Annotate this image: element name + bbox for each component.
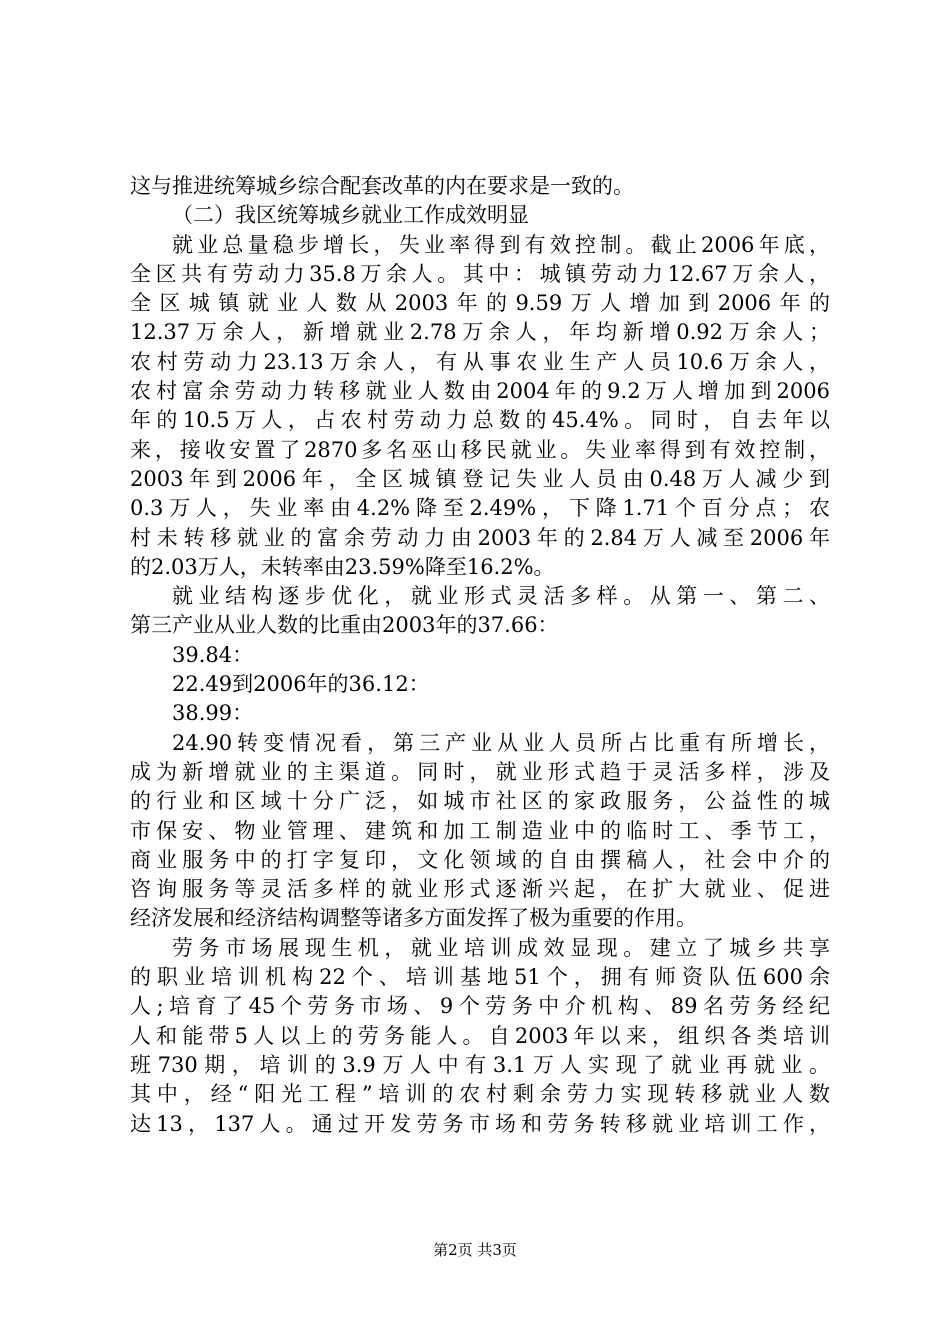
page-footer: 第2页 共3页 [433,1241,517,1259]
text-line: 班730期，培训的3.9万人中有3.1万人实现了就业再就业。 [130,1052,830,1077]
text-line: 商业服务中的打字复印，文化领域的自由撰稿人，社会中介的 [130,847,830,872]
text-line: 0.3万人，失业率由4.2%降至2.49%，下降1.71个百分点；农 [130,496,830,521]
text-line: 这与推进统筹城乡综合配套改革的内在要求是一致的。 [130,174,634,198]
text-line: 其中，经“阳光工程”培训的农村剩余劳力实现转移就业人数 [130,1082,830,1107]
section-heading: （二）我区统筹城乡就业工作成效明显 [172,203,529,228]
text-line: 咨询服务等灵活多样的就业形式逐渐兴起，在扩大就业、促进 [130,877,830,902]
text-line: 年的10.5万人，占农村劳动力总数的45.4%。同时，自去年以 [130,408,830,433]
text-line: 的2.03万人，未转率由23.59%降至16.2%。 [130,554,555,579]
text-line: 39.84： [172,642,254,667]
text-line: 的职业培训机构22个、培训基地51个，拥有师资队伍600余 [130,965,830,990]
body-text [130,172,830,1139]
text-line: 全区城镇就业人数从2003年的9.59万人增加到2006年的 [130,291,830,316]
text-line: 农村劳动力23.13万余人，有从事农业生产人员10.6万余人， [130,349,830,374]
text-line: 经济发展和经济结构调整等诸多方面发挥了极为重要的作用。 [130,906,697,931]
text-line: 市保安、物业管理、建筑和加工制造业中的临时工、季节工， [130,818,830,843]
text-line: 就业总量稳步增长，失业率得到有效控制。截止2006年底， [172,232,830,257]
text-line: 农村富余劳动力转移就业人数由2004年的9.2万人增加到2006 [130,379,830,404]
text-line: 来，接收安置了2870多名巫山移民就业。失业率得到有效控制， [130,437,830,462]
text-line: 24.90转变情况看，第三产业从业人员所占比重有所增长， [172,730,830,755]
text-line: 22.49到2006年的36.12： [172,672,430,697]
text-line: 达13，137人。通过开发劳务市场和劳务转移就业培训工作， [130,1111,830,1136]
text-line: 人;培育了45个劳务市场、9个劳务中介机构、89名劳务经纪 [130,994,830,1019]
text-line: 全区共有劳动力35.8万余人。其中：城镇劳动力12.67万余人， [130,261,830,286]
text-line: 12.37万余人，新增就业2.78万余人，年均新增0.92万余人； [130,320,830,345]
text-line: 的行业和区域十分广泛，如城市社区的家政服务，公益性的城 [130,789,830,814]
text-line: 就业结构逐步优化，就业形式灵活多样。从第一、第二、 [172,584,830,609]
text-line: 成为新增就业的主渠道。同时，就业形式趋于灵活多样，涉及 [130,759,830,784]
text-line: 劳务市场展现生机，就业培训成效显现。建立了城乡共享 [172,935,830,960]
text-line: 村未转移就业的富余劳动力由2003年的2.84万人减至2006年 [130,525,830,550]
text-line: 人和能带5人以上的劳务能人。自2003年以来，组织各类培训 [130,1023,830,1048]
text-line: 第三产业从业人数的比重由2003年的37.66： [130,613,559,638]
text-line: 2003年到2006年，全区城镇登记失业人员由0.48万人减少到 [130,466,830,491]
text-line: 38.99： [172,701,254,726]
